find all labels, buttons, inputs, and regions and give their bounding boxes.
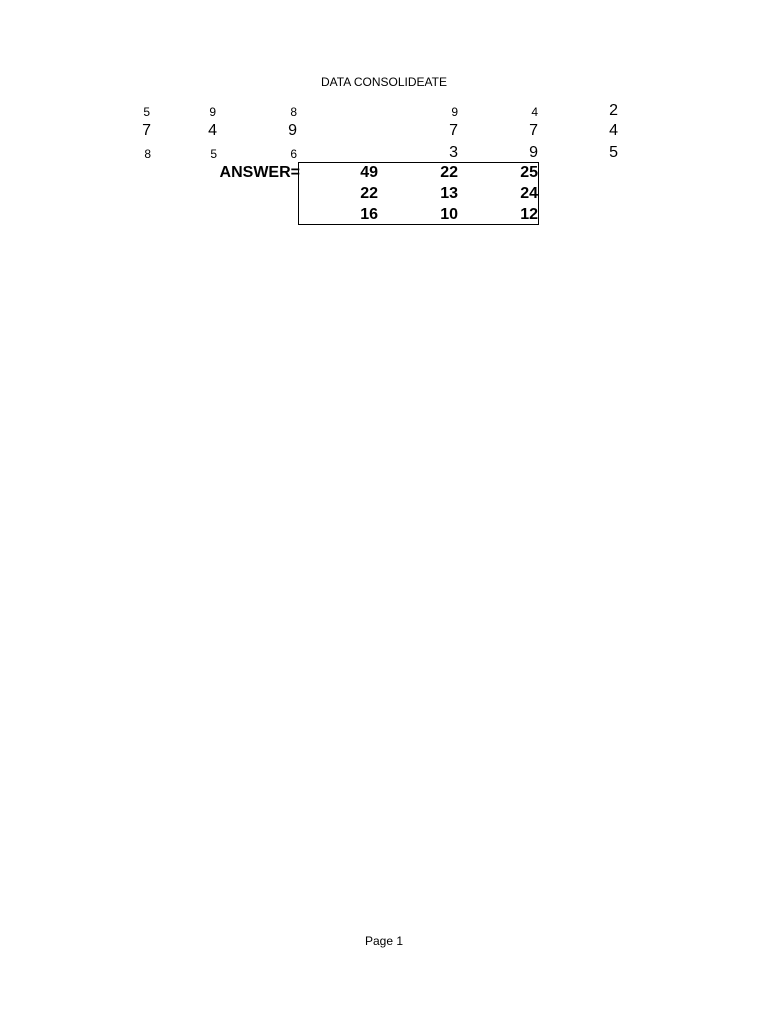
answer-box — [298, 162, 539, 225]
answer-label: ANSWER= — [219, 164, 300, 181]
data-cell: 9 — [451, 105, 458, 119]
answer-cell: 13 — [440, 185, 458, 202]
data-cell: 7 — [142, 122, 151, 139]
data-cell: 9 — [529, 144, 538, 161]
answer-cell: 22 — [440, 164, 458, 181]
data-cell: 8 — [290, 105, 297, 119]
answer-cell: 16 — [360, 206, 378, 223]
data-cell: 2 — [609, 102, 618, 119]
data-cell: 5 — [143, 105, 150, 119]
data-cell: 5 — [210, 147, 217, 161]
data-cell: 8 — [144, 147, 151, 161]
answer-cell: 49 — [360, 164, 378, 181]
data-cell: 9 — [209, 105, 216, 119]
page-title: DATA CONSOLIDEATE — [320, 75, 448, 89]
data-cell: 4 — [531, 105, 538, 119]
data-cell: 9 — [288, 122, 297, 139]
answer-cell: 22 — [360, 185, 378, 202]
data-cell: 7 — [529, 122, 538, 139]
data-cell: 3 — [449, 144, 458, 161]
data-cell: 4 — [609, 122, 618, 139]
data-cell: 5 — [609, 144, 618, 161]
answer-cell: 10 — [440, 206, 458, 223]
answer-cell: 12 — [520, 206, 538, 223]
data-cell: 4 — [208, 122, 217, 139]
answer-cell: 25 — [520, 164, 538, 181]
data-cell: 6 — [290, 147, 297, 161]
answer-cell: 24 — [520, 185, 538, 202]
page-footer: Page 1 — [364, 934, 404, 948]
data-cell: 7 — [449, 122, 458, 139]
